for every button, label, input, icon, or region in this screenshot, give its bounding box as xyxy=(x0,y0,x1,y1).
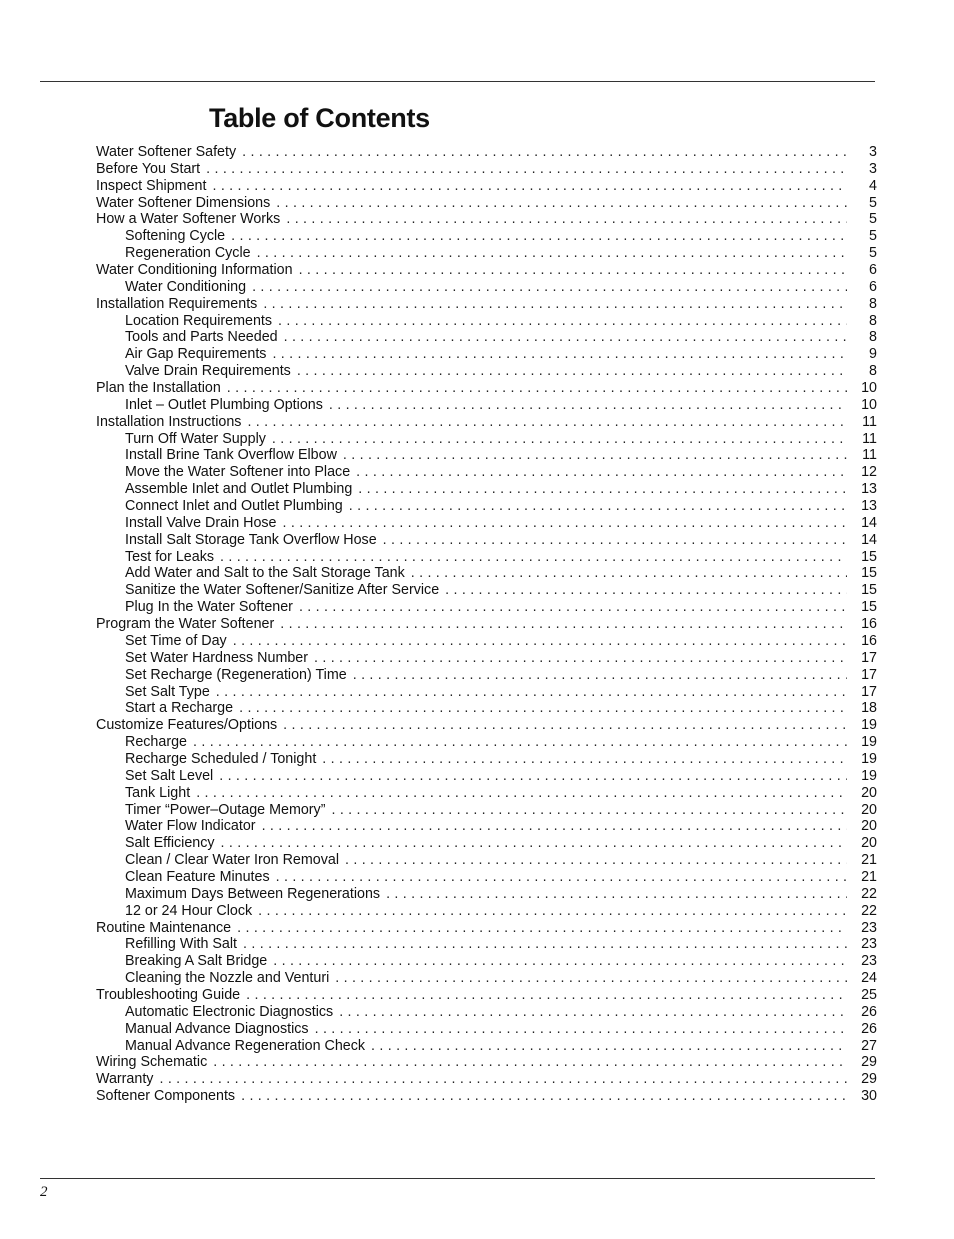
toc-entry-label: Water Softener Dimensions xyxy=(96,194,271,211)
toc-entry-page: 23 xyxy=(861,919,877,936)
toc-entry-page: 9 xyxy=(869,346,877,363)
toc-entry-label: Turn Off Water Supply xyxy=(125,430,266,447)
toc-entry-label: Install Brine Tank Overflow Elbow xyxy=(125,447,337,464)
toc-subentry xyxy=(96,346,877,363)
dot-leader xyxy=(262,818,847,835)
toc-entry-label: Cleaning the Nozzle and Venturi xyxy=(125,970,330,987)
dot-leader xyxy=(349,498,847,515)
toc-subentry xyxy=(96,397,877,414)
toc-subentry xyxy=(96,852,877,869)
dot-leader xyxy=(356,464,847,481)
toc-subentry xyxy=(96,599,877,616)
toc-entry-label: Regeneration Cycle xyxy=(125,245,251,262)
dot-leader xyxy=(213,1054,847,1071)
toc-entry-page: 11 xyxy=(862,447,877,464)
toc-entry xyxy=(96,717,877,734)
toc-entry-page: 3 xyxy=(869,144,877,160)
toc-subentry xyxy=(96,313,877,330)
toc-entry-page: 26 xyxy=(861,1020,877,1037)
dot-leader xyxy=(159,1071,847,1088)
toc-entry-page: 15 xyxy=(861,565,877,582)
dot-leader xyxy=(383,532,847,549)
page-number: 2 xyxy=(40,1184,48,1200)
dot-leader xyxy=(239,700,847,717)
toc-subentry xyxy=(96,667,877,684)
toc-entry-label: Plan the Installation xyxy=(96,380,221,397)
dot-leader xyxy=(345,852,847,869)
dot-leader xyxy=(247,414,847,431)
dot-leader xyxy=(219,768,847,785)
toc-entry-page: 8 xyxy=(869,329,877,346)
toc-entry-label: Inspect Shipment xyxy=(96,177,207,194)
dot-leader xyxy=(233,633,847,650)
toc-entry xyxy=(96,380,877,397)
toc-entry-label: Install Salt Storage Tank Overflow Hose xyxy=(125,531,377,548)
toc-entry-page: 19 xyxy=(861,734,877,751)
dot-leader xyxy=(206,161,847,178)
toc-subentry xyxy=(96,245,877,262)
toc-entry-label: Installation Instructions xyxy=(96,413,242,430)
toc-subentry xyxy=(96,886,877,903)
toc-subentry xyxy=(96,582,877,599)
toc-entry xyxy=(96,195,877,212)
dot-leader xyxy=(314,650,847,667)
toc-entry-page: 21 xyxy=(861,852,877,869)
toc-entry-page: 11 xyxy=(862,430,877,447)
toc-entry-page: 30 xyxy=(861,1088,877,1105)
toc-entry-page: 16 xyxy=(861,632,877,649)
toc-entry-page: 8 xyxy=(869,295,877,312)
toc-entry-page: 12 xyxy=(861,464,877,481)
toc-entry-label: Add Water and Salt to the Salt Storage Tank xyxy=(125,565,405,582)
toc-entry-label: Air Gap Requirements xyxy=(125,346,267,363)
toc-entry-page: 19 xyxy=(861,750,877,767)
toc-entry xyxy=(96,1054,877,1071)
toc-entry-label: Move the Water Softener into Place xyxy=(125,464,351,481)
toc-entry-label: Tank Light xyxy=(125,784,191,801)
dot-leader xyxy=(263,296,847,313)
toc-entry-page: 3 xyxy=(869,160,877,177)
dot-leader xyxy=(299,262,847,279)
toc-subentry xyxy=(96,818,877,835)
toc-entry-label: Set Water Hardness Number xyxy=(125,649,309,666)
toc-entry-label: Connect Inlet and Outlet Plumbing xyxy=(125,498,343,515)
dot-leader xyxy=(283,717,847,734)
toc-entry-label: 12 or 24 Hour Clock xyxy=(125,902,253,919)
dot-leader xyxy=(284,329,847,346)
toc-entry-page: 5 xyxy=(869,194,877,211)
toc-entry xyxy=(96,1071,877,1088)
toc-subentry xyxy=(96,481,877,498)
dot-leader xyxy=(283,515,847,532)
toc-entry-page: 23 xyxy=(861,953,877,970)
toc-subentry xyxy=(96,1038,877,1055)
toc-entry-label: Recharge xyxy=(125,734,187,751)
toc-entry-label: Program the Water Softener xyxy=(96,616,275,633)
toc-entry-page: 27 xyxy=(861,1037,877,1054)
dot-leader xyxy=(322,751,847,768)
toc-entry-page: 5 xyxy=(869,228,877,245)
toc-subentry xyxy=(96,532,877,549)
toc-entry xyxy=(96,414,877,431)
toc-entry-label: Tools and Parts Needed xyxy=(125,329,278,346)
dot-leader xyxy=(297,363,847,380)
dot-leader xyxy=(331,802,847,819)
toc-subentry xyxy=(96,329,877,346)
toc-entry xyxy=(96,211,877,228)
toc-entry-page: 20 xyxy=(861,818,877,835)
toc-entry-label: Softener Components xyxy=(96,1088,236,1105)
toc-subentry xyxy=(96,970,877,987)
toc-entry-page: 6 xyxy=(869,278,877,295)
toc-entry-page: 19 xyxy=(861,767,877,784)
toc-entry-label: Plug In the Water Softener xyxy=(125,599,293,616)
dot-leader xyxy=(329,397,847,414)
dot-leader xyxy=(371,1038,847,1055)
toc-entry-label: Salt Efficiency xyxy=(125,835,215,852)
dot-leader xyxy=(242,144,847,161)
toc-subentry xyxy=(96,1021,877,1038)
toc-entry-page: 29 xyxy=(861,1054,877,1071)
toc-entry-label: How a Water Softener Works xyxy=(96,211,281,228)
dot-leader xyxy=(358,481,847,498)
toc-entry-label: Set Salt Type xyxy=(125,683,210,700)
toc-subentry xyxy=(96,1004,877,1021)
toc-subentry xyxy=(96,869,877,886)
toc-entry-label: Water Conditioning Information xyxy=(96,262,293,279)
toc-entry-label: Installation Requirements xyxy=(96,295,258,312)
toc-subentry xyxy=(96,734,877,751)
toc-entry-page: 20 xyxy=(861,835,877,852)
toc-subentry xyxy=(96,363,877,380)
toc-entry-label: Manual Advance Diagnostics xyxy=(125,1020,309,1037)
toc-subentry xyxy=(96,431,877,448)
toc-entry-page: 29 xyxy=(861,1071,877,1088)
toc-entry-page: 4 xyxy=(869,177,877,194)
dot-leader xyxy=(339,1004,847,1021)
dot-leader xyxy=(196,785,847,802)
toc-subentry xyxy=(96,684,877,701)
toc-subentry xyxy=(96,903,877,920)
toc-entry-label: Troubleshooting Guide xyxy=(96,986,241,1003)
toc-subentry xyxy=(96,700,877,717)
bottom-rule xyxy=(40,1178,875,1179)
dot-leader xyxy=(335,970,847,987)
dot-leader xyxy=(343,447,847,464)
toc-subentry xyxy=(96,751,877,768)
dot-leader xyxy=(386,886,847,903)
toc-entry-page: 16 xyxy=(861,616,877,633)
toc-entry xyxy=(96,144,877,161)
toc-entry-label: Water Flow Indicator xyxy=(125,818,256,835)
toc-entry-label: Set Salt Level xyxy=(125,767,214,784)
dot-leader xyxy=(237,920,847,937)
toc-entry-page: 6 xyxy=(869,262,877,279)
toc-entry-label: Maximum Days Between Regenerations xyxy=(125,885,381,902)
toc-entry xyxy=(96,920,877,937)
top-rule xyxy=(40,81,875,82)
dot-leader xyxy=(221,835,847,852)
toc-entry xyxy=(96,987,877,1004)
dot-leader xyxy=(220,549,847,566)
toc-entry-label: Recharge Scheduled / Tonight xyxy=(125,750,317,767)
toc-subentry xyxy=(96,464,877,481)
toc-entry-label: Set Time of Day xyxy=(125,632,227,649)
toc-entry-page: 15 xyxy=(861,599,877,616)
table-of-contents xyxy=(96,144,877,1105)
toc-entry xyxy=(96,262,877,279)
dot-leader xyxy=(276,869,847,886)
toc-subentry xyxy=(96,447,877,464)
dot-leader xyxy=(353,667,847,684)
toc-subentry xyxy=(96,498,877,515)
toc-entry-label: Warranty xyxy=(96,1071,154,1088)
dot-leader xyxy=(252,279,847,296)
toc-entry-label: Sanitize the Water Softener/Sanitize After Service xyxy=(125,582,440,599)
toc-subentry xyxy=(96,633,877,650)
toc-entry-label: Softening Cycle xyxy=(125,228,226,245)
dot-leader xyxy=(286,211,847,228)
toc-entry-label: Assemble Inlet and Outlet Plumbing xyxy=(125,481,353,498)
dot-leader xyxy=(272,346,847,363)
toc-entry-page: 25 xyxy=(861,986,877,1003)
toc-entry-label: Routine Maintenance xyxy=(96,919,232,936)
toc-entry-label: Start a Recharge xyxy=(125,700,234,717)
toc-entry-page: 13 xyxy=(861,481,877,498)
toc-entry-page: 11 xyxy=(862,413,877,430)
toc-entry-page: 26 xyxy=(861,1003,877,1020)
dot-leader xyxy=(243,936,847,953)
toc-entry-page: 15 xyxy=(861,582,877,599)
dot-leader xyxy=(276,195,847,212)
toc-entry-page: 22 xyxy=(861,902,877,919)
toc-entry xyxy=(96,296,877,313)
dot-leader xyxy=(227,380,847,397)
toc-entry-label: Clean Feature Minutes xyxy=(125,868,270,885)
dot-leader xyxy=(193,734,847,751)
toc-subentry xyxy=(96,785,877,802)
dot-leader xyxy=(212,178,847,195)
toc-entry-label: Breaking A Salt Bridge xyxy=(125,953,268,970)
toc-subentry xyxy=(96,936,877,953)
toc-subentry xyxy=(96,515,877,532)
toc-entry-label: Customize Features/Options xyxy=(96,717,278,734)
toc-subentry xyxy=(96,835,877,852)
toc-subentry xyxy=(96,953,877,970)
dot-leader xyxy=(272,431,847,448)
toc-entry-page: 20 xyxy=(861,784,877,801)
toc-entry-label: Clean / Clear Water Iron Removal xyxy=(125,852,339,869)
toc-entry-page: 21 xyxy=(861,868,877,885)
toc-entry-label: Before You Start xyxy=(96,160,201,177)
toc-entry-label: Location Requirements xyxy=(125,312,273,329)
toc-entry-page: 19 xyxy=(861,717,877,734)
toc-entry-page: 10 xyxy=(861,380,877,397)
toc-entry-label: Automatic Electronic Diagnostics xyxy=(125,1003,334,1020)
toc-entry-page: 24 xyxy=(861,970,877,987)
dot-leader xyxy=(258,903,847,920)
toc-entry-page: 10 xyxy=(861,396,877,413)
toc-entry-label: Set Recharge (Regeneration) Time xyxy=(125,666,347,683)
toc-entry-page: 13 xyxy=(861,498,877,515)
dot-leader xyxy=(216,684,847,701)
toc-entry-page: 15 xyxy=(861,548,877,565)
toc-entry xyxy=(96,1088,877,1105)
dot-leader xyxy=(445,582,847,599)
dot-leader xyxy=(273,953,847,970)
toc-entry-label: Valve Drain Requirements xyxy=(125,363,291,380)
toc-entry-label: Timer “Power–Outage Memory” xyxy=(125,801,326,818)
dot-leader xyxy=(231,228,847,245)
toc-subentry xyxy=(96,279,877,296)
dot-leader xyxy=(280,616,847,633)
toc-entry-page: 22 xyxy=(861,885,877,902)
toc-subentry xyxy=(96,768,877,785)
toc-entry-page: 17 xyxy=(861,683,877,700)
toc-entry-page: 18 xyxy=(861,700,877,717)
toc-entry-page: 14 xyxy=(861,514,877,531)
toc-entry-page: 14 xyxy=(861,531,877,548)
dot-leader xyxy=(241,1088,847,1105)
toc-entry-label: Test for Leaks xyxy=(125,548,214,565)
toc-subentry xyxy=(96,549,877,566)
toc-entry-page: 5 xyxy=(869,245,877,262)
toc-entry-page: 8 xyxy=(869,312,877,329)
toc-entry-page: 23 xyxy=(861,936,877,953)
toc-entry xyxy=(96,616,877,633)
toc-entry-page: 17 xyxy=(861,666,877,683)
toc-entry-label: Refilling With Salt xyxy=(125,936,238,953)
toc-entry-label: Inlet – Outlet Plumbing Options xyxy=(125,396,323,413)
dot-leader xyxy=(246,987,847,1004)
dot-leader xyxy=(411,565,847,582)
toc-entry-label: Manual Advance Regeneration Check xyxy=(125,1037,366,1054)
dot-leader xyxy=(278,313,847,330)
toc-subentry xyxy=(96,802,877,819)
dot-leader xyxy=(315,1021,847,1038)
toc-entry-page: 5 xyxy=(869,211,877,228)
toc-subentry xyxy=(96,228,877,245)
toc-entry xyxy=(96,178,877,195)
toc-subentry xyxy=(96,650,877,667)
toc-entry-label: Water Conditioning xyxy=(125,278,247,295)
toc-entry-page: 17 xyxy=(861,649,877,666)
toc-entry-label: Install Valve Drain Hose xyxy=(125,514,277,531)
toc-subentry xyxy=(96,565,877,582)
toc-entry-label: Wiring Schematic xyxy=(96,1054,208,1071)
toc-entry-label: Water Softener Safety xyxy=(96,144,237,160)
dot-leader xyxy=(257,245,847,262)
toc-entry-page: 20 xyxy=(861,801,877,818)
dot-leader xyxy=(299,599,847,616)
toc-entry xyxy=(96,161,877,178)
page-title: Table of Contents xyxy=(209,103,430,133)
toc-entry-page: 8 xyxy=(869,363,877,380)
